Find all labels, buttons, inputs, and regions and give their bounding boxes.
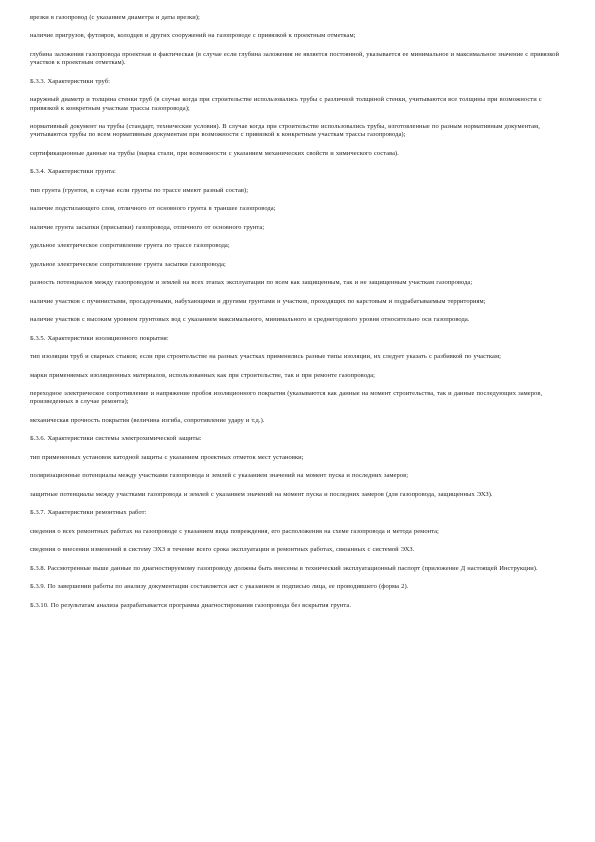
paragraph-insulation-type: тип изоляции труб и сварных стыков; если при строительстве на разных участках применялись разные типы изоляции, их следует указать с разбивкой по участкам; bbox=[30, 353, 501, 361]
paragraph-act: Б.3.9. По завершении работы по анализу документации составляется акт с указанием и подписью лица, ее проводившего (форма 2). bbox=[30, 583, 409, 591]
section-heading-ecp: Б.3.6. Характеристики системы электрохимической защиты: bbox=[30, 435, 202, 443]
paragraph-heaving-soils: наличие участков с пучинистыми, просадочными, набухающими и другими грунтами и участков, проходящих по карстовым и подрабатываемым территориям; bbox=[30, 297, 486, 305]
paragraph-polarization-potentials: поляризационные потенциалы между участками газопровода и землей с указанием значений на момент пуска и последних замеров; bbox=[30, 472, 409, 480]
section-heading-soil: Б.3.4. Характеристики грунта: bbox=[30, 168, 116, 176]
paragraph-cathodic-units: тип примененных установок катодной защиты с указанием проектных отметок мест установки; bbox=[30, 453, 304, 461]
paragraph-backfill-resistivity: удельное электрическое сопротивление грунта засыпки газопровода; bbox=[30, 260, 226, 268]
section-heading-repairs: Б.3.7. Характеристики ремонтных работ: bbox=[30, 509, 147, 517]
paragraph-potential-difference: разность потенциалов между газопроводом и землей на всех этапах эксплуатации по всем как защищенным, так и не защищенным участкам газопровода; bbox=[30, 279, 473, 287]
paragraph-burial-depth: глубина заложения газопровода проектная и фактическая (в случае если глубина заложения не является постоянной, указывается ее минимальное и максимальное значение с привязкой участков к проектным отметкам). bbox=[30, 50, 559, 67]
section-heading-pipes: Б.3.3. Характеристики труб: bbox=[30, 77, 110, 85]
paragraph-soil-resistivity: удельное электрическое сопротивление грунта по трассе газопровода; bbox=[30, 242, 230, 250]
paragraph-taps: врезки в газопровод (с указанием диаметра и даты врезки); bbox=[30, 14, 200, 21]
paragraph-insulation-materials: марки применяемых изоляционных материалов, использованных как при строительстве, так и при ремонте газопровода; bbox=[30, 371, 376, 379]
paragraph-insulation-resistance: переходное электрическое сопротивление и напряжение пробоя изоляционного покрытия (указываются как данные на момент строительства, так и данные последующих замеров, произведенных в случае ремонта); bbox=[30, 390, 543, 406]
document-page bbox=[30, 14, 565, 620]
paragraph-underlayer: наличие подстилающего слоя, отличного от основного грунта в траншее газопровода; bbox=[30, 205, 276, 213]
paragraph-protective-potentials: защитные потенциалы между участками газопровода и землей с указанием значений на момент пуска и последних замеров (для газопровода, защищенных ЭХЗ). bbox=[30, 490, 493, 498]
paragraph-weights-structures: наличие пригрузов, футляров, колодцев и других сооружений на газопроводе с привязкой к проектным отметкам; bbox=[30, 32, 356, 40]
paragraph-passport: Б.3.8. Рассмотренные выше данные по диагностируемому газопроводу должны быть внесены в технический эксплуатационный паспорт (приложение Д настоящей Инструкции). bbox=[30, 564, 538, 572]
paragraph-pipe-certification: сертификационные данные на трубы (марка стали, при возможности с указанием механических свойств и химического состава). bbox=[30, 149, 399, 157]
paragraph-soil-type: тип грунта (грунтов, в случае если грунты по трассе имеют разный состав); bbox=[30, 186, 249, 194]
paragraph-pipe-diameter: наружный диаметр и толщина стенки труб (в случае когда при строительстве использовались трубы с различной толщиной стенки, учитываются все толщины при возможности с привязкой к конкретным участкам трассы газопровода); bbox=[30, 96, 542, 112]
paragraph-groundwater: наличие участков с высоким уровнем грунтовых вод с указанием максимального, минимального и среднегодового уровня относительно оси газопровода. bbox=[30, 316, 470, 324]
paragraph-mechanical-strength: механическая прочность покрытия (величина изгиба, сопротивление удару и т.д.). bbox=[30, 416, 265, 424]
paragraph-backfill: наличие грунта засыпки (присыпки) газопровода, отличного от основного грунта; bbox=[30, 223, 265, 231]
paragraph-repair-records: сведения о всех ремонтных работах на газопроводе с указанием вида повреждения, его расположения на схеме газопровода и метода ремонта; bbox=[30, 527, 439, 535]
paragraph-ecp-changes: сведения о внесении изменений в систему ЭХЗ в течение всего срока эксплуатации и ремонтных работах, связанных с системой ЭХЗ. bbox=[30, 546, 415, 554]
paragraph-program: Б.3.10. По результатам анализа разрабатывается программа диагностирования газопровода без вскрытия грунта. bbox=[30, 601, 351, 609]
paragraph-pipe-standard: нормативный документ на трубы (стандарт, технические условия). В случае когда при строительстве использовались трубы, изготовленные по разным нормативным документам, учитываются трубы по всем нормативным документам при возможности с привязкой к конкретным участкам трассы газопровода); bbox=[30, 123, 540, 139]
section-heading-insulation: Б.3.5. Характеристики изоляционного покрытия: bbox=[30, 334, 169, 342]
